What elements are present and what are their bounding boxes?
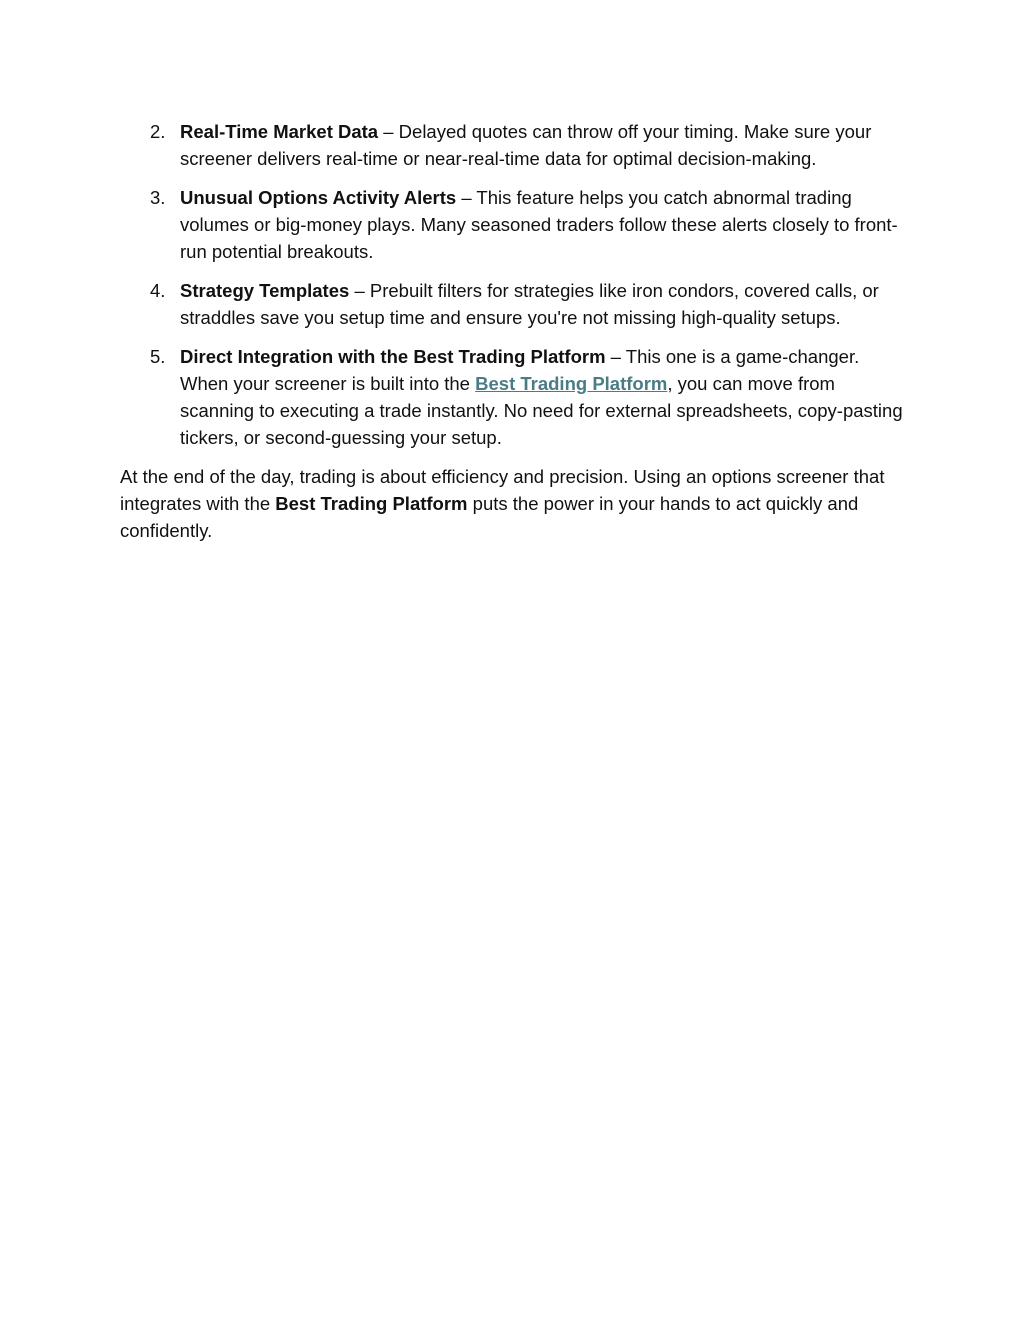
list-item-text-after-link: , you can move from scanning to executing a trade instantly. No need for external spreadsheets, copy-pasting tickers, or second-guessing your setup. (180, 373, 903, 448)
list-item-text: – Delayed quotes can throw off your timing. Make sure your screener delivers real-time or near-real-time data for optimal decision-making. (180, 121, 872, 169)
list-item-text: – Prebuilt filters for strategies like iron condors, covered calls, or straddles save you setup time and ensure you're not missing high-quality setups. (180, 280, 879, 328)
closing-paragraph (120, 463, 910, 544)
list-item-text-before-link: – This one is a game-changer. When your screener is built into the (180, 346, 860, 394)
list-item (120, 343, 910, 451)
feature-list (120, 118, 910, 451)
closing-text-after: puts the power in your hands to act quickly and confidently. (120, 493, 859, 541)
closing-text-before: At the end of the day, trading is about efficiency and precision. Using an options screener that integrates with the (120, 466, 885, 514)
list-item-title: Direct Integration with the Best Trading Platform (180, 346, 606, 367)
list-item (120, 184, 910, 265)
closing-bold-text: Best Trading Platform (275, 493, 468, 514)
best-trading-platform-link[interactable]: Best Trading Platform (475, 373, 668, 394)
list-item (120, 277, 910, 331)
list-item-title: Unusual Options Activity Alerts (180, 187, 457, 208)
list-item-number: 2. (150, 121, 166, 142)
list-item (120, 118, 910, 172)
list-item-number: 5. (150, 346, 166, 367)
list-item-title: Strategy Templates (180, 280, 350, 301)
list-item-title: Real-Time Market Data (180, 121, 379, 142)
document-body (120, 118, 910, 544)
list-item-number: 3. (150, 187, 166, 208)
list-item-number: 4. (150, 280, 166, 301)
list-item-text: – This feature helps you catch abnormal trading volumes or big-money plays. Many seasoned traders follow these alerts closely to front-run potential breakouts. (180, 187, 898, 262)
